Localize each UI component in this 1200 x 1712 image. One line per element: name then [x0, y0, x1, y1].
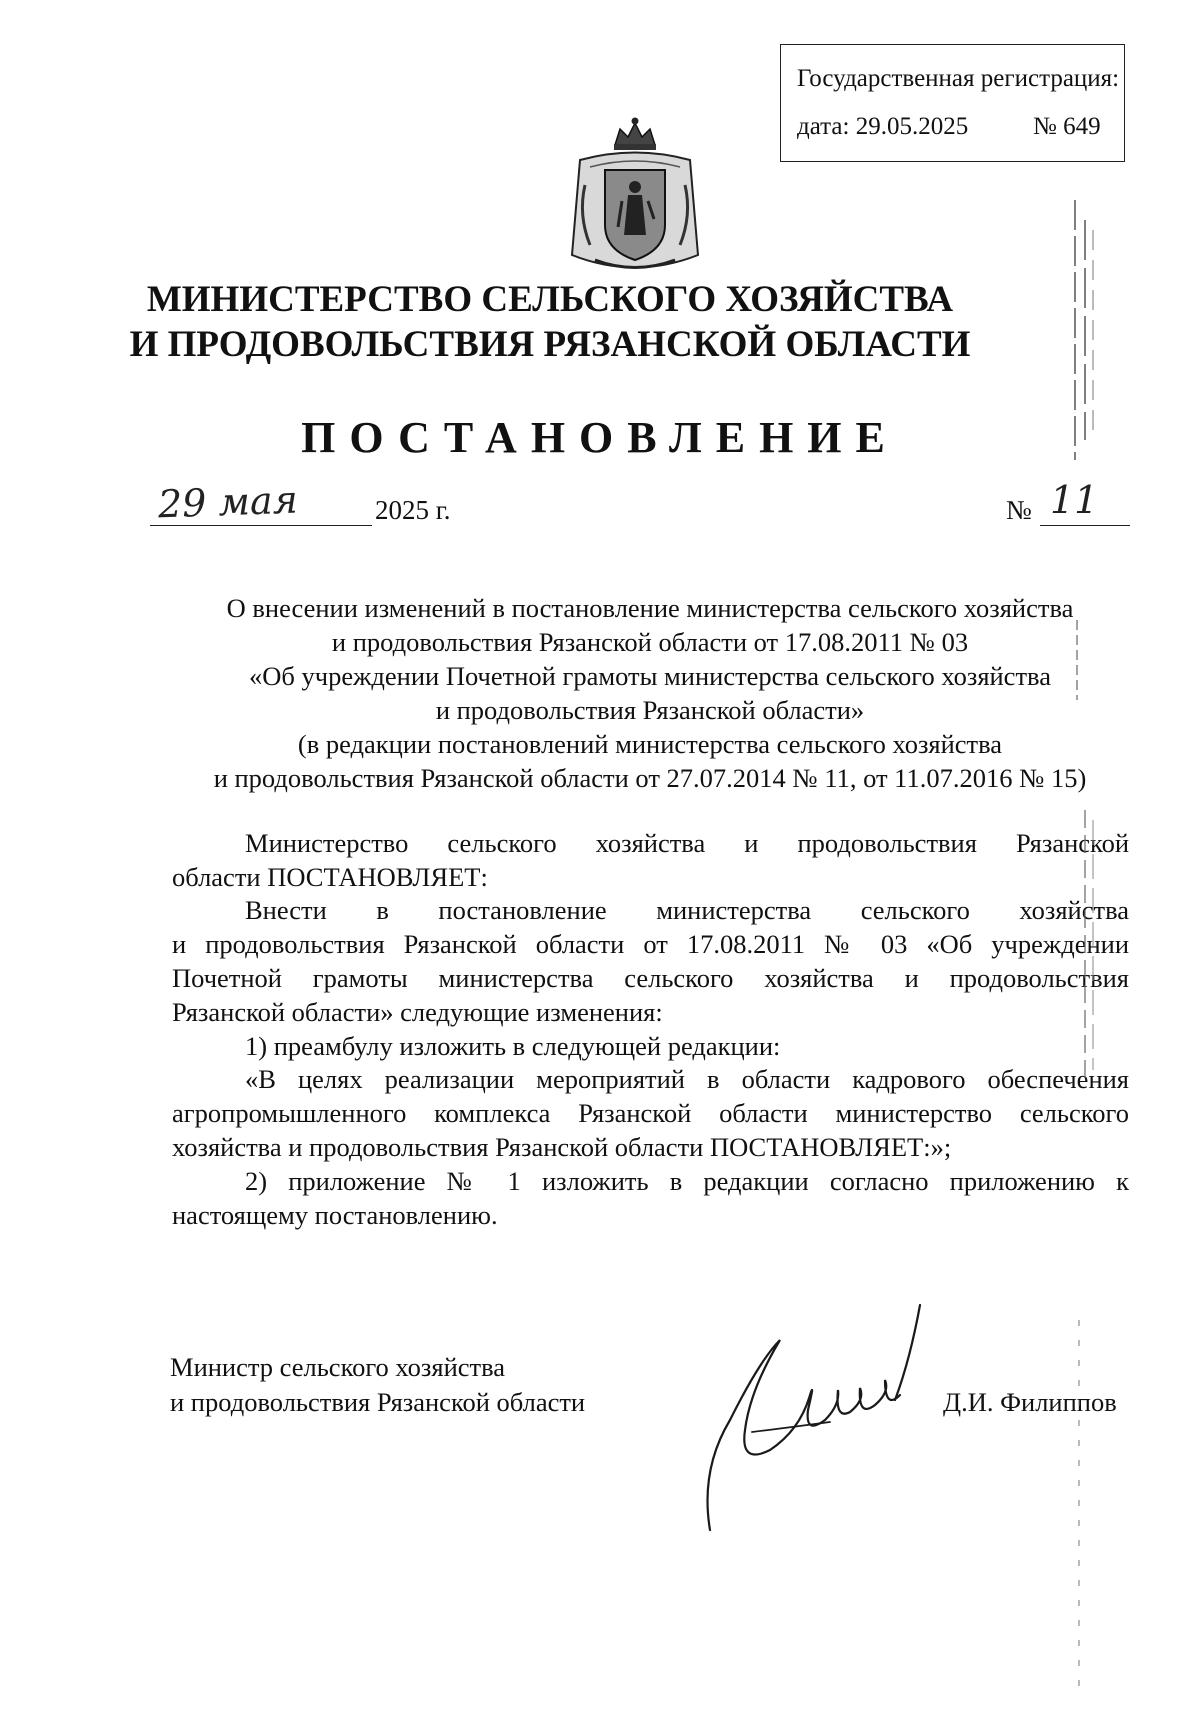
body-paragraph-line: Внести в постановление министерства сельского хозяйства — [245, 895, 1129, 925]
signatory-position-line1: Министр сельского хозяйства — [170, 1352, 506, 1382]
coat-of-arms-icon — [560, 115, 710, 280]
signatory-position-line2: и продовольствия Рязанской области — [170, 1387, 586, 1417]
document-type-title: ПОСТАНОВЛЕНИЕ — [301, 413, 899, 462]
body-paragraph-line: области ПОСТАНОВЛЯЕТ: — [172, 862, 488, 892]
subject-line: «Об учреждении Почетной грамоты министерства сельского хозяйства — [249, 661, 1051, 691]
subject-line: (в редакции постановлений министерства сельского хозяйства — [297, 729, 1003, 759]
registration-date: дата: 29.05.2025 — [797, 113, 969, 140]
subject-line: О внесении изменений в постановление министерства сельского хозяйства — [226, 593, 1074, 623]
scan-edge-artifacts — [1065, 0, 1105, 1712]
amendment-item-1: 1) преамбулу изложить в следующей редакции: — [245, 1031, 781, 1061]
registration-title: Государственная регистрация: — [797, 65, 1120, 92]
body-paragraph-line: агропромышленного комплекса Рязанской области министерство сельского — [172, 1098, 1129, 1128]
document-year: 2025 г. — [375, 495, 451, 525]
ministry-name-line1: МИНИСТЕРСТВО СЕЛЬСКОГО ХОЗЯЙСТВА — [146, 279, 954, 320]
document-number-label: № — [1006, 495, 1032, 525]
handwritten-signature-icon — [690, 1300, 940, 1540]
handwritten-number: 11 — [1050, 478, 1099, 522]
amendment-item-2: 2) приложение № 1 изложить в редакции согласно приложению к — [245, 1166, 1129, 1196]
body-paragraph-line: Министерство сельского хозяйства и продовольствия Рязанской — [245, 828, 1129, 858]
subject-line: и продовольствия Рязанской области» — [435, 695, 865, 725]
signatory-name: Д.И. Филиппов — [943, 1387, 1117, 1417]
date-underline — [150, 525, 372, 526]
body-paragraph-line: и продовольствия Рязанской области от 17.08.2011 № 03 «Об учреждении — [172, 929, 1129, 959]
registration-number: № 649 — [1033, 113, 1101, 140]
subject-line: и продовольствия Рязанской области от 27.07.2014 № 11, от 11.07.2016 № 15) — [213, 763, 1087, 793]
body-paragraph-line: хозяйства и продовольствия Рязанской области ПОСТАНОВЛЯЕТ:»; — [172, 1132, 952, 1162]
body-paragraph-line: настоящему постановлению. — [172, 1200, 498, 1230]
body-paragraph-line: Почетной грамоты министерства сельского хозяйства и продовольствия — [172, 963, 1129, 993]
body-paragraph-line: Рязанской области» следующие изменения: — [172, 997, 663, 1027]
handwritten-date: 29 мая — [157, 477, 299, 527]
ministry-name-line2: И ПРОДОВОЛЬСТВИЯ РЯЗАНСКОЙ ОБЛАСТИ — [129, 324, 971, 365]
body-paragraph-line: «В целях реализации мероприятий в области кадрового обеспечения — [245, 1064, 1129, 1094]
subject-line: и продовольствия Рязанской области от 17.08.2011 № 03 — [331, 627, 969, 657]
